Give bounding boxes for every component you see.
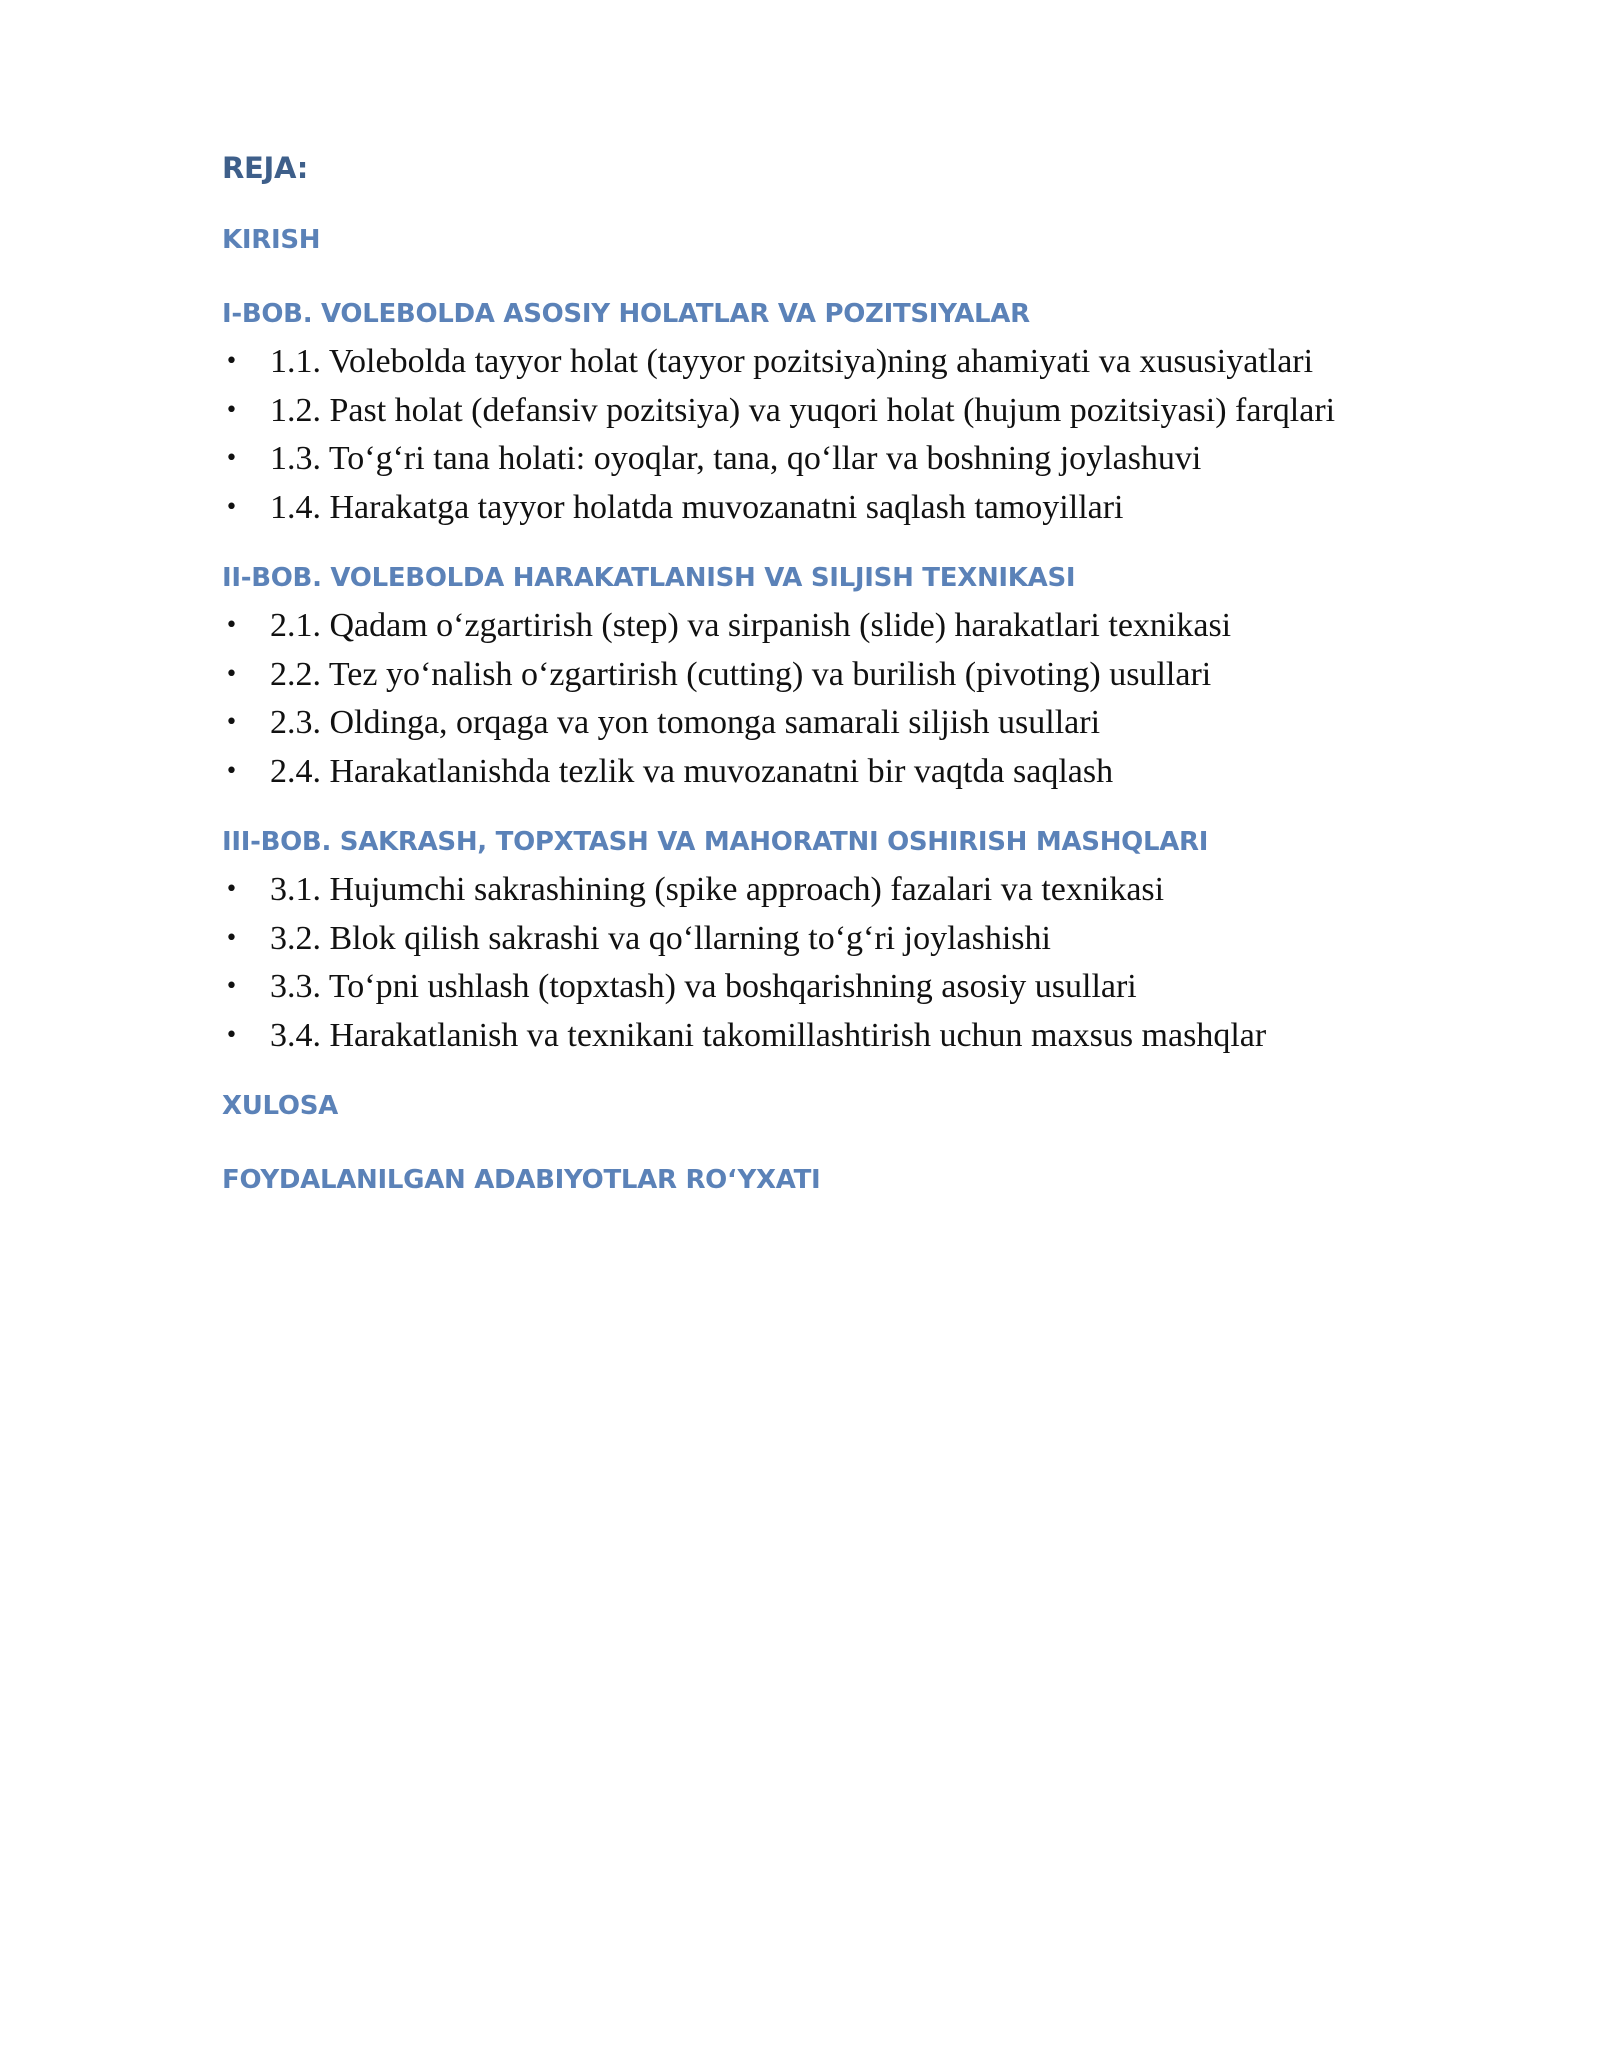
bullet-icon: • xyxy=(225,349,238,374)
list-item-text: 2.1. Qadam o‘zgartirish (step) va sirpanish (slide) harakatlari texnikasi xyxy=(270,607,1232,644)
list-item xyxy=(222,1012,1422,1061)
intro-heading: KIRISH xyxy=(222,225,321,255)
references-heading: FOYDALANILGAN ADABIYOTLAR RO‘YXATI xyxy=(222,1165,821,1195)
list-item xyxy=(222,915,1422,964)
plan-title: REJA: xyxy=(222,151,309,185)
document-content xyxy=(222,148,1422,1198)
bullet-icon: • xyxy=(225,397,238,423)
bullet-icon: • xyxy=(225,661,238,687)
list-item xyxy=(222,748,1422,797)
chapter-1-heading: I-BOB. VOLEBOLDA ASOSIY HOLATLAR VA POZITSIYALAR xyxy=(222,299,1030,329)
list-item xyxy=(222,387,1422,436)
chapter-2-heading: II-BOB. VOLEBOLDA HARAKATLANISH VA SILJISH TEXNIKASI xyxy=(222,563,1076,593)
chapter-2-list xyxy=(222,602,1422,796)
bullet-icon: • xyxy=(225,877,238,902)
list-item-text: 2.3. Oldinga, orqaga va yon tomonga samarali siljish usullari xyxy=(270,704,1101,741)
bullet-icon: • xyxy=(225,925,238,951)
bullet-icon: • xyxy=(225,494,238,520)
list-item-text: 3.4. Harakatlanish va texnikani takomillashtirish uchun maxsus mashqlar xyxy=(270,1016,1267,1054)
bullet-icon: • xyxy=(225,446,238,471)
list-item-text: 3.2. Blok qilish sakrashi va qo‘llarning to‘g‘ri joylashishi xyxy=(270,919,1051,957)
chapter-3-heading: III-BOB. SAKRASH, TOPXTASH VA MAHORATNI OSHIRISH MASHQLARI xyxy=(222,827,1209,857)
bullet-icon: • xyxy=(225,613,238,638)
list-item-text: 2.4. Harakatlanishda tezlik va muvozanatni bir vaqtda saqlash xyxy=(270,752,1114,790)
conclusion-heading: XULOSA xyxy=(222,1091,338,1121)
list-item xyxy=(222,435,1422,484)
list-item-text: 2.2. Tez yo‘nalish o‘zgartirish (cutting) va burilish (pivoting) usullari xyxy=(270,655,1212,693)
list-item-text: 3.1. Hujumchi sakrashining (spike approach) fazalari va texnikasi xyxy=(270,871,1165,908)
list-item-text: 1.4. Harakatga tayyor holatda muvozanatni saqlash tamoyillari xyxy=(270,488,1124,526)
list-item xyxy=(222,699,1422,748)
list-item-text: 1.3. To‘g‘ri tana holati: oyoqlar, tana, qo‘llar va boshning joylashuvi xyxy=(270,440,1202,477)
bullet-icon: • xyxy=(225,710,238,735)
list-item xyxy=(222,963,1422,1012)
list-item-text: 3.3. To‘pni ushlash (topxtash) va boshqarishning asosiy usullari xyxy=(270,968,1137,1005)
bullet-icon: • xyxy=(225,758,238,784)
list-item xyxy=(222,651,1422,700)
list-item xyxy=(222,866,1422,915)
bullet-icon: • xyxy=(225,1022,238,1048)
list-item xyxy=(222,338,1422,387)
chapter-3-list xyxy=(222,866,1422,1060)
list-item-text: 1.2. Past holat (defansiv pozitsiya) va yuqori holat (hujum pozitsiyasi) farqlari xyxy=(270,391,1336,429)
list-item-text: 1.1. Volebolda tayyor holat (tayyor pozitsiya)ning ahamiyati va xususiyatlari xyxy=(270,343,1314,380)
list-item xyxy=(222,602,1422,651)
chapter-1-list xyxy=(222,338,1422,532)
list-item xyxy=(222,484,1422,533)
bullet-icon: • xyxy=(225,974,238,999)
